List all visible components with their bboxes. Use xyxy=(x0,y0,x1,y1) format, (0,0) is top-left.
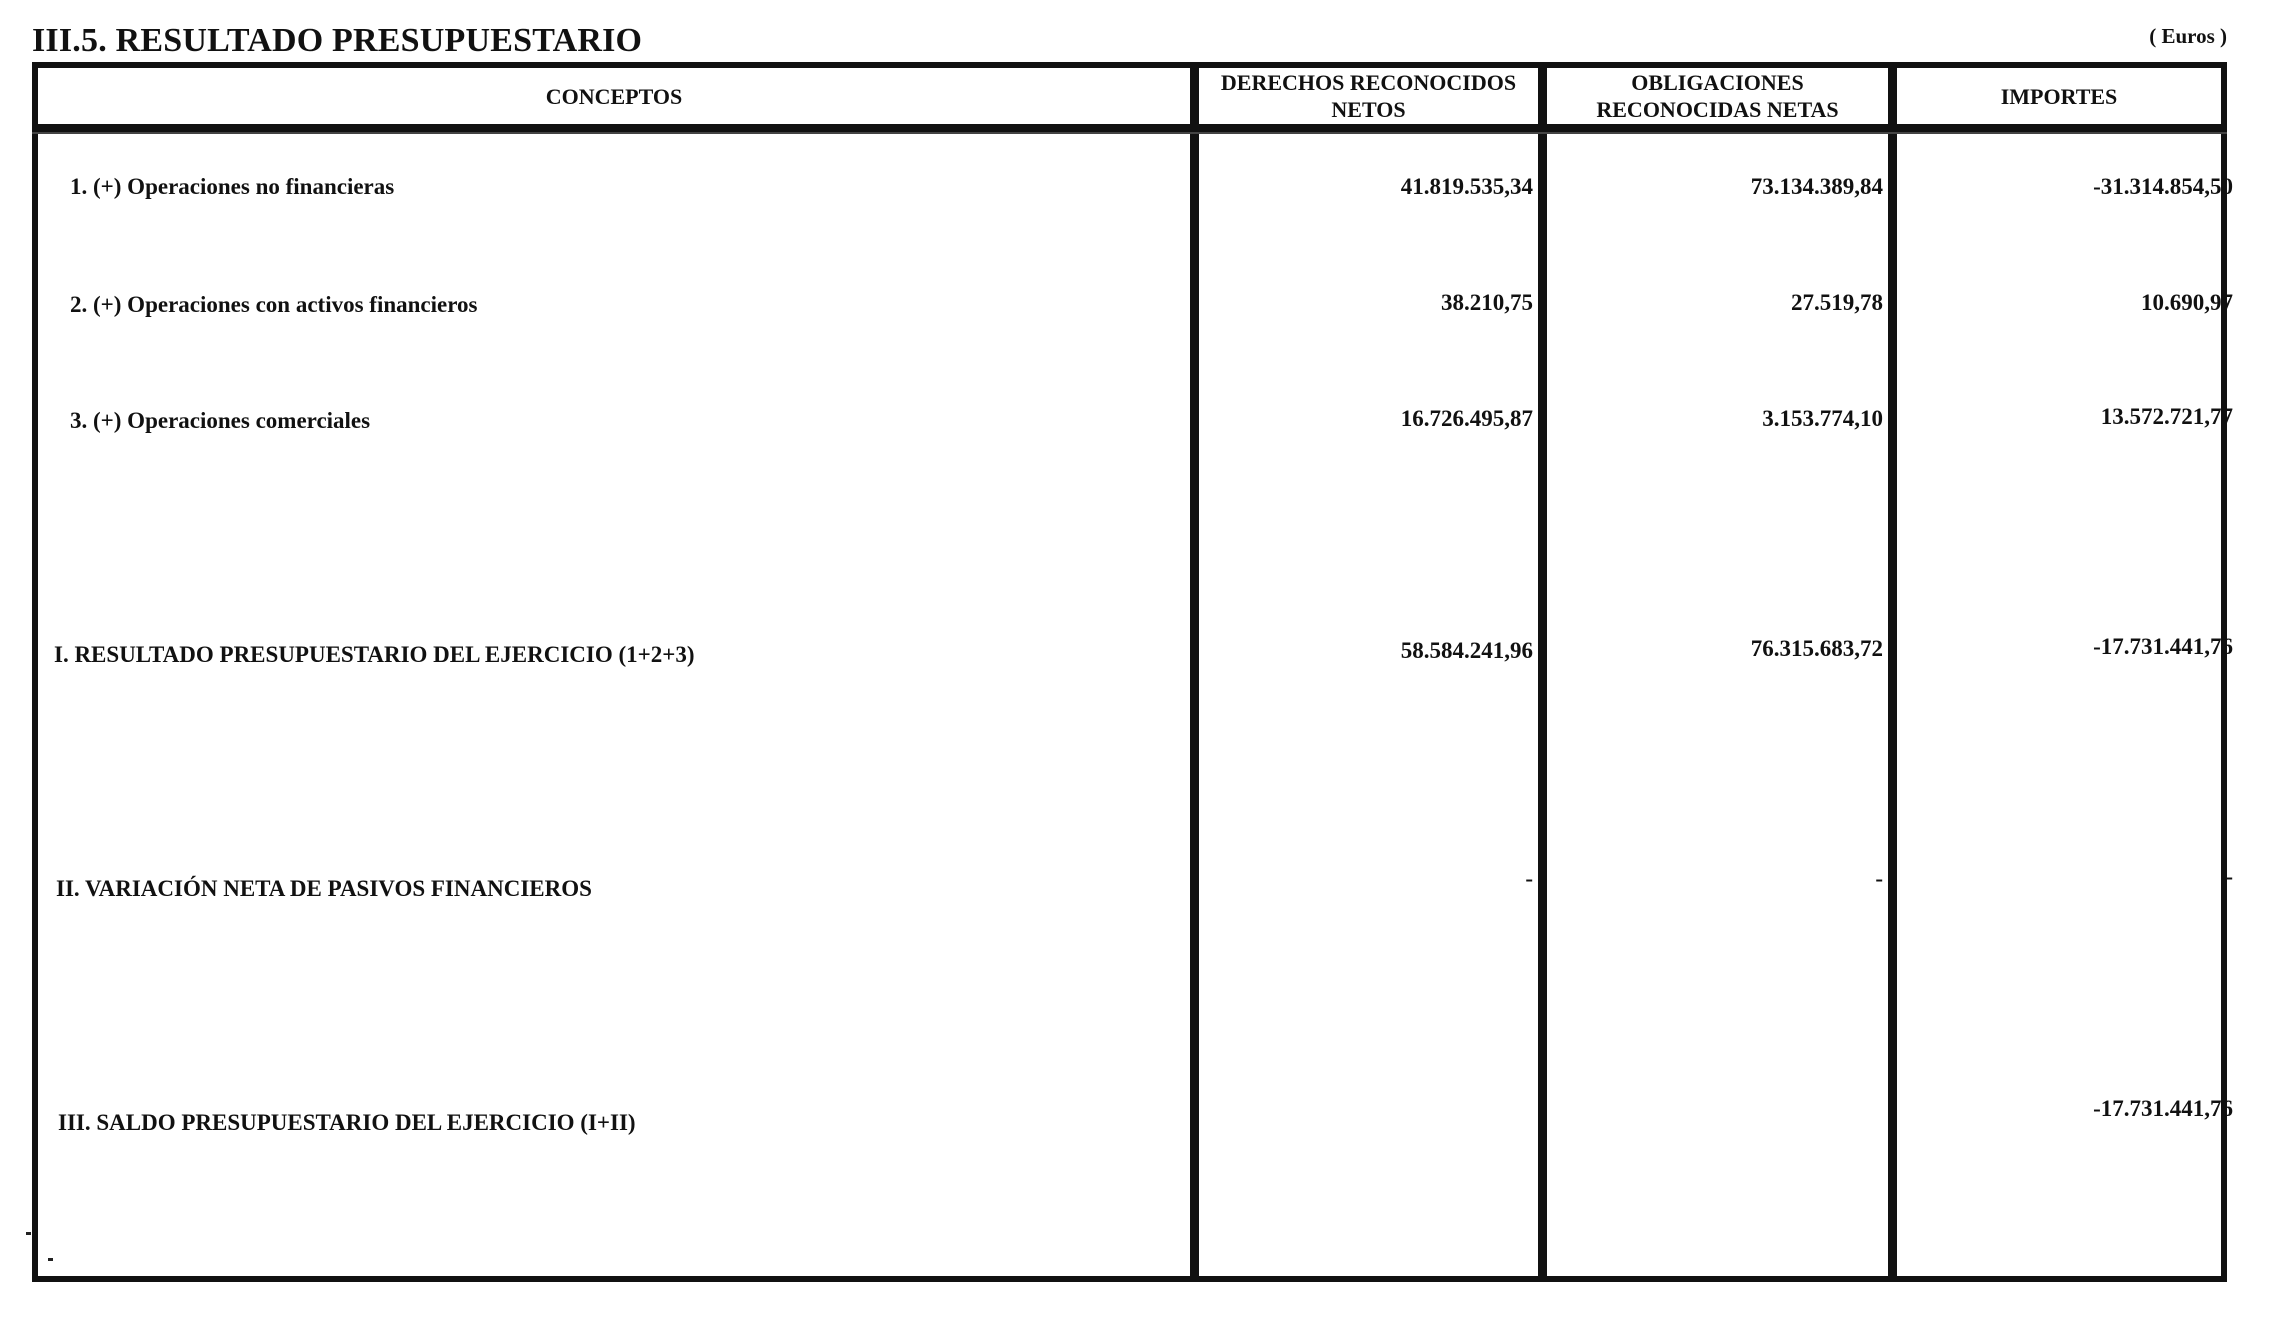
column-divider xyxy=(1190,62,1199,1282)
header-rights: DERECHOS RECONOCIDOS NETOS xyxy=(1220,70,1517,122)
page-title: III.5. RESULTADO PRESUPUESTARIO xyxy=(32,22,643,59)
row-obligations-financial-assets: 27.519,78 xyxy=(1791,290,1883,315)
row-amount-budget-result: -17.731.441,76 xyxy=(2093,634,2233,659)
row-label-budget-result: I. RESULTADO PRESUPUESTARIO DEL EJERCICIO (1+2+3) xyxy=(54,642,695,667)
row-amount-net-liabilities: - xyxy=(2225,864,2233,889)
column-divider xyxy=(1888,62,1897,1282)
row-obligations-net-liabilities: - xyxy=(1875,866,1883,891)
header-obligations: OBLIGACIONES RECONOCIDAS NETAS xyxy=(1596,70,1839,122)
row-amount-non-financial: -31.314.854,50 xyxy=(2093,174,2233,199)
row-rights-commercial: 16.726.495,87 xyxy=(1400,406,1533,431)
row-amount-budget-balance: -17.731.441,76 xyxy=(2093,1096,2233,1121)
row-rights-net-liabilities: - xyxy=(1525,866,1533,891)
row-label-net-liabilities: II. VARIACIÓN NETA DE PASIVOS FINANCIEROS xyxy=(56,876,592,901)
scan-speck xyxy=(26,1232,31,1235)
row-obligations-commercial: 3.153.774,10 xyxy=(1762,406,1883,431)
row-amount-financial-assets: 10.690,97 xyxy=(2141,290,2233,315)
results-table xyxy=(32,62,2227,1282)
row-rights-budget-result: 58.584.241,96 xyxy=(1400,638,1533,663)
header-divider-thin xyxy=(32,132,2227,134)
row-label-budget-balance: III. SALDO PRESUPUESTARIO DEL EJERCICIO (I+II) xyxy=(58,1110,636,1135)
row-obligations-non-financial: 73.134.389,84 xyxy=(1750,174,1883,199)
row-rights-non-financial: 41.819.535,34 xyxy=(1400,174,1533,199)
header-amounts: IMPORTES xyxy=(2000,83,2118,109)
scan-speck xyxy=(48,1258,53,1261)
units-label: ( Euros ) xyxy=(2149,24,2227,48)
row-obligations-budget-result: 76.315.683,72 xyxy=(1750,636,1883,661)
row-amount-commercial: 13.572.721,77 xyxy=(2100,404,2233,429)
row-rights-financial-assets: 38.210,75 xyxy=(1441,290,1533,315)
row-label-commercial: 3. (+) Operaciones comerciales xyxy=(70,408,371,433)
column-divider xyxy=(1538,62,1547,1282)
row-label-non-financial: 1. (+) Operaciones no financieras xyxy=(70,174,395,199)
row-label-financial-assets: 2. (+) Operaciones con activos financieros xyxy=(70,292,478,317)
header-concepts: CONCEPTOS xyxy=(545,83,683,109)
